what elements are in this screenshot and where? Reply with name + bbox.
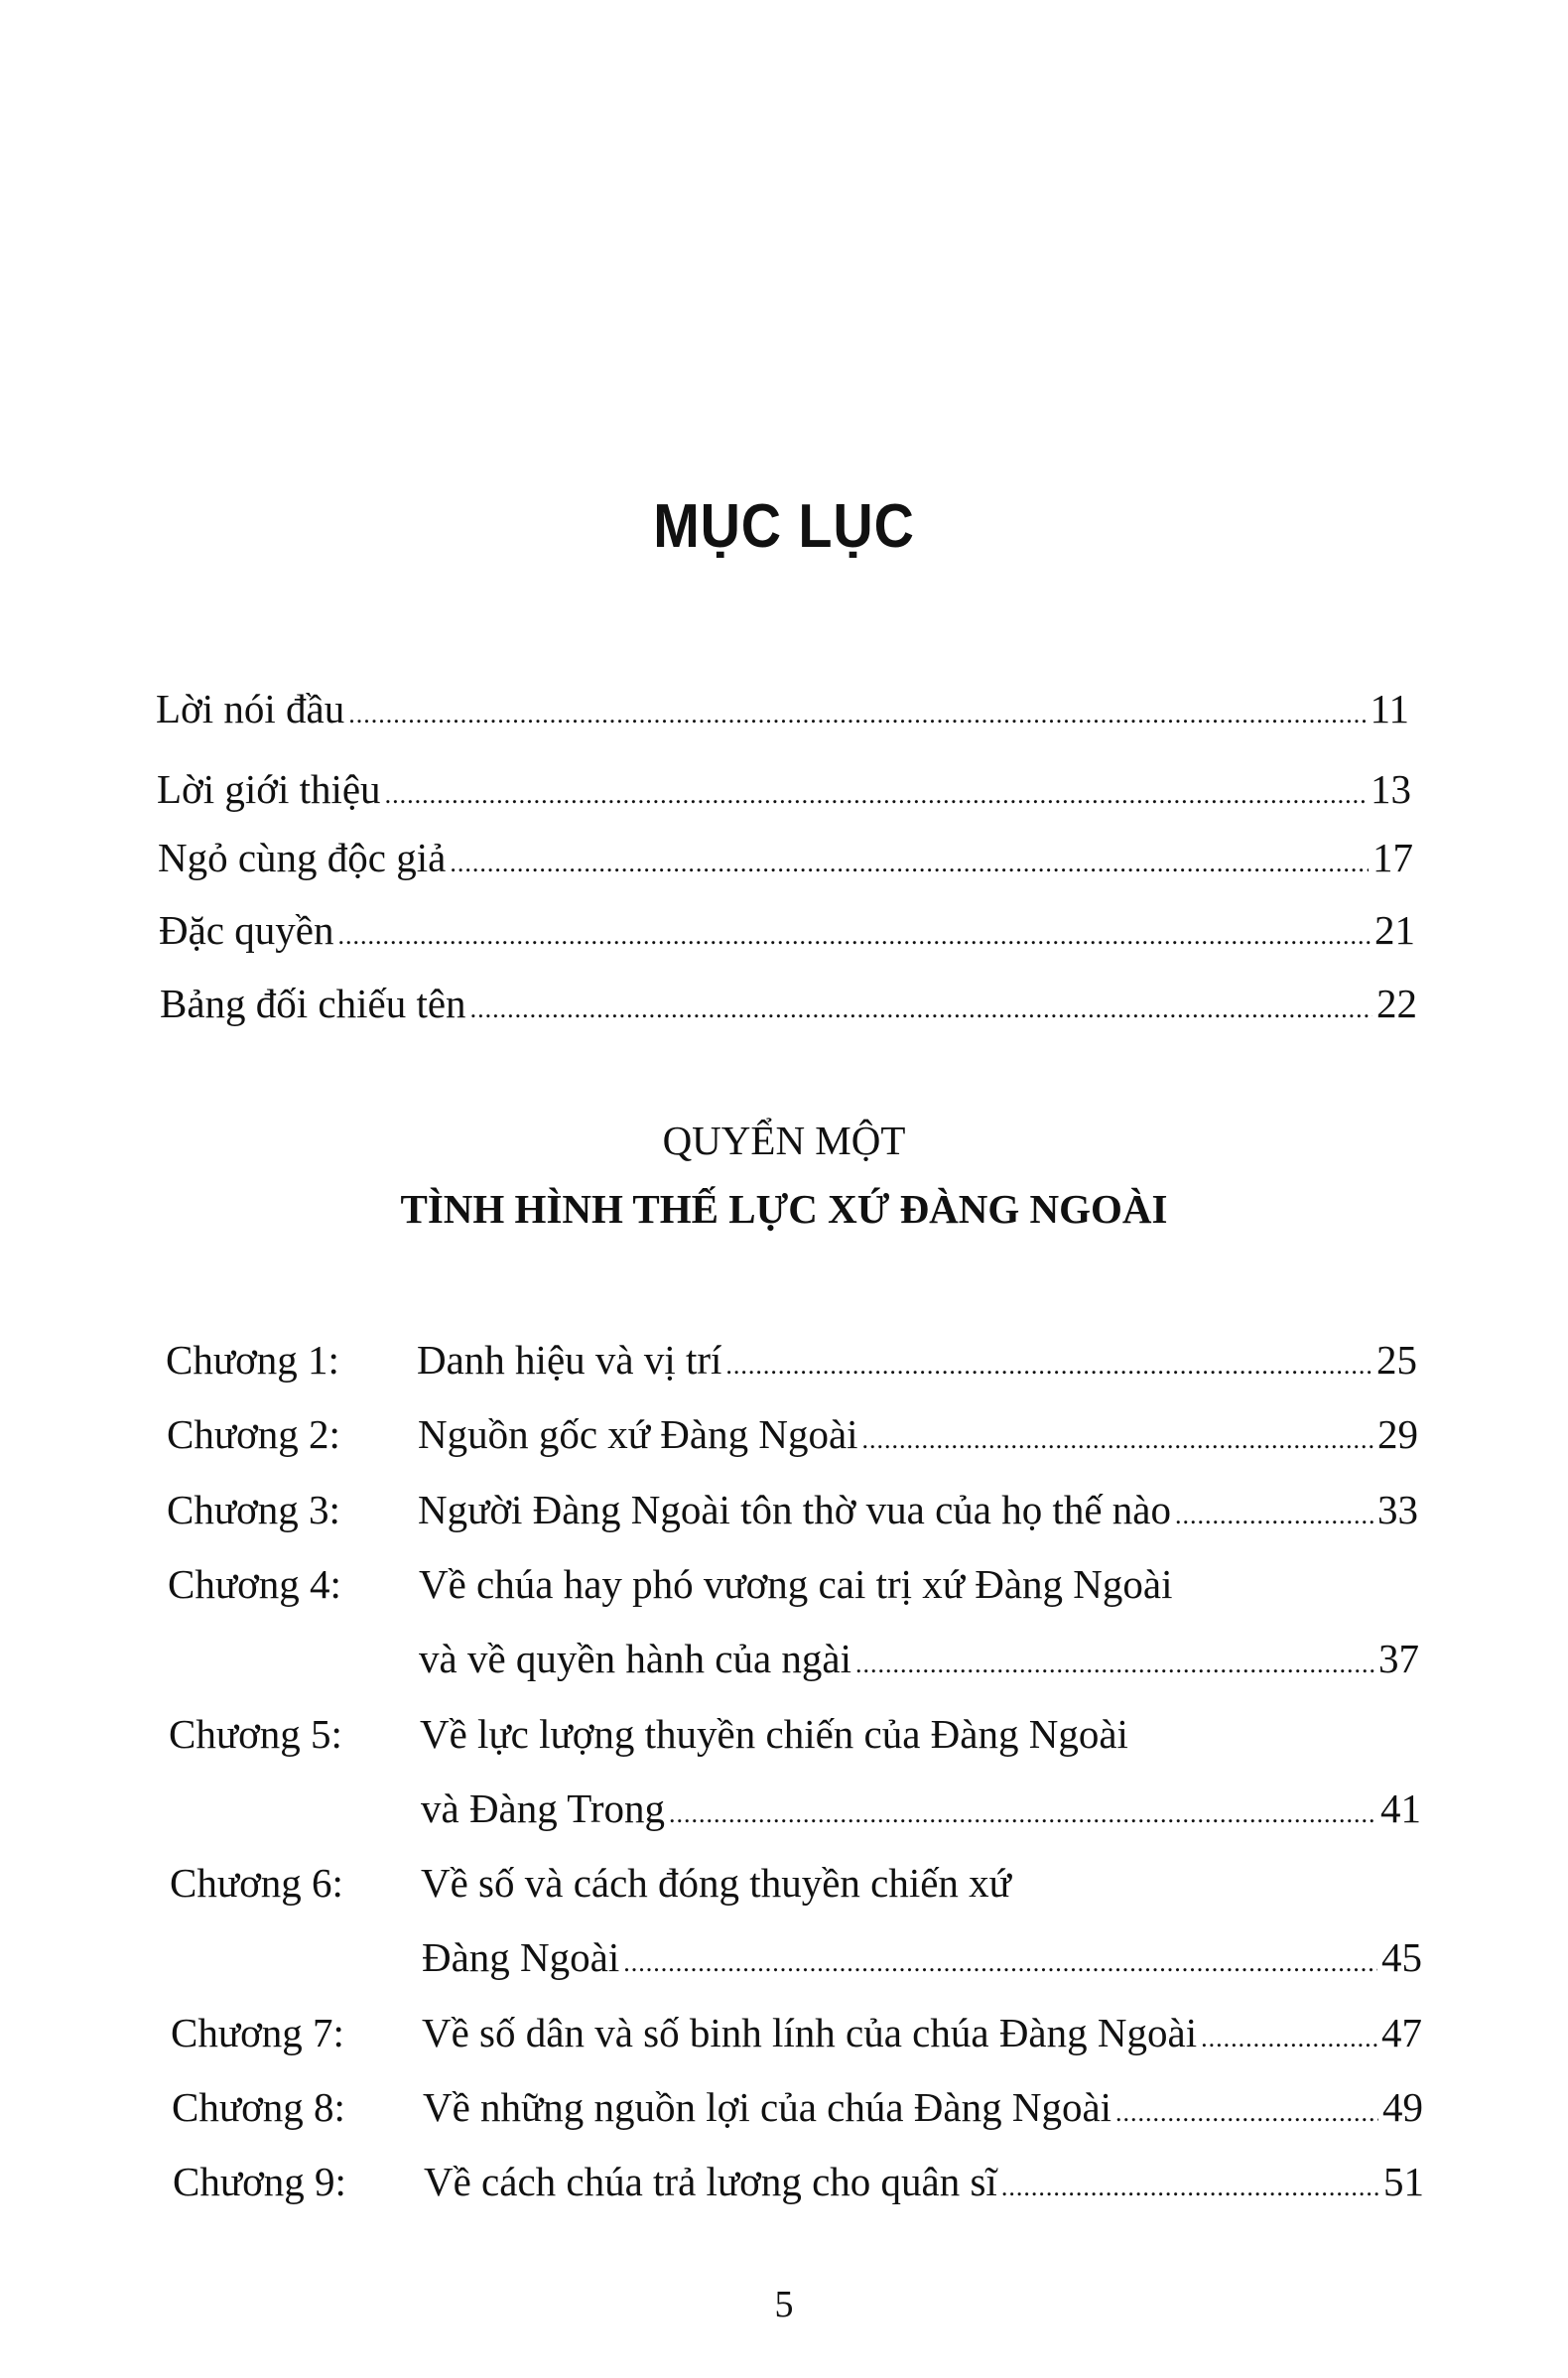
- chapter-entry: [173, 2157, 1424, 2212]
- chapter-entry: [168, 1559, 1419, 1609]
- toc-entry: [157, 764, 1411, 820]
- chapter-title: Về chúa hay phó vương cai trị xứ Đàng Ngoài: [419, 1560, 1173, 1607]
- chapter-entry: [170, 1858, 1421, 1908]
- chapter-label: Chương 3:: [167, 1486, 340, 1532]
- dot-leader: [1001, 2163, 1379, 2212]
- chapter-entry: [167, 1485, 1418, 1540]
- chapter-title: Về số dân và số binh lính của chúa Đàng Ngoài: [422, 2009, 1198, 2055]
- chapter-page: 33: [1377, 1486, 1418, 1532]
- page-number: 5: [774, 2284, 794, 2325]
- chapter-title: Về cách chúa trả lương cho quân sĩ: [424, 2159, 997, 2205]
- part-name: TÌNH HÌNH THẾ LỰC XỨ ĐÀNG NGOÀI: [400, 1186, 1168, 1232]
- chapter-title: Về những nguồn lợi của chúa Đàng Ngoài: [423, 2084, 1112, 2130]
- toc-entry: [156, 684, 1409, 739]
- chapter-entry: [171, 2008, 1422, 2063]
- toc-entry-title: Lời nói đầu: [156, 686, 345, 731]
- dot-leader: [348, 690, 1366, 739]
- dot-leader: [1201, 2014, 1377, 2063]
- toc-entry-page: 21: [1374, 907, 1415, 953]
- chapter-label: Chương 5:: [169, 1710, 342, 1757]
- dot-leader: [623, 1938, 1377, 1988]
- chapter-page: 45: [1381, 1934, 1422, 1981]
- toc-entry: [159, 905, 1415, 961]
- toc-entry-title: Bảng đối chiếu tên: [160, 981, 466, 1026]
- chapter-label: Chương 4:: [168, 1560, 341, 1607]
- toc-entry-title: Lời giới thiệu: [157, 766, 381, 812]
- chapter-title: Về lực lượng thuyền chiến của Đàng Ngoài: [420, 1710, 1128, 1757]
- chapter-label: Chương 2:: [167, 1411, 340, 1458]
- chapter-label: Chương 6:: [170, 1860, 343, 1907]
- toc-entry-page: 13: [1371, 766, 1411, 812]
- chapter-entry-continued: [422, 1932, 1422, 1988]
- chapter-entry-continued: [419, 1634, 1419, 1689]
- chapter-title: Về số và cách đóng thuyền chiến xứ: [421, 1860, 1011, 1907]
- toc-entry-page: 17: [1372, 835, 1413, 880]
- chapter-entry: [169, 1709, 1420, 1759]
- toc-entry: [158, 833, 1413, 888]
- chapter-page: 49: [1382, 2084, 1423, 2130]
- chapter-title-line2: Đàng Ngoài: [422, 1934, 620, 1981]
- dot-leader: [855, 1640, 1374, 1689]
- chapter-label: Chương 7:: [171, 2009, 344, 2055]
- chapter-entry: [167, 1409, 1418, 1465]
- dot-leader: [725, 1341, 1372, 1390]
- toc-entry-title: Ngỏ cùng độc giả: [158, 835, 447, 880]
- chapter-page: 51: [1383, 2159, 1424, 2205]
- chapter-page: 25: [1376, 1337, 1417, 1383]
- chapter-entry: [166, 1335, 1417, 1390]
- chapter-page: 47: [1381, 2009, 1422, 2055]
- chapter-entry-continued: [421, 1784, 1421, 1839]
- chapter-page: 37: [1378, 1636, 1419, 1682]
- dot-leader: [862, 1415, 1373, 1465]
- toc-entry: [160, 979, 1417, 1034]
- toc-entry-title: Đặc quyền: [159, 907, 334, 953]
- chapter-title-line2: và Đàng Trong: [421, 1784, 666, 1831]
- chapter-page: 29: [1377, 1411, 1418, 1458]
- dot-leader: [337, 911, 1371, 961]
- page-title: MỤC LỤC: [653, 492, 915, 561]
- dot-leader: [669, 1789, 1376, 1839]
- chapter-entry: [172, 2082, 1423, 2138]
- chapter-label: Chương 9:: [173, 2159, 346, 2205]
- dot-leader: [1115, 2088, 1378, 2138]
- dot-leader: [470, 985, 1372, 1034]
- part-label: QUYỂN MỘT: [662, 1118, 906, 1163]
- toc-entry-page: 22: [1376, 981, 1417, 1026]
- chapter-page: 41: [1380, 1784, 1421, 1831]
- toc-entry-page: 11: [1370, 686, 1409, 731]
- dot-leader: [385, 770, 1367, 820]
- dot-leader: [1175, 1491, 1373, 1540]
- dot-leader: [450, 839, 1369, 888]
- chapter-label: Chương 8:: [172, 2084, 345, 2130]
- chapter-title: Danh hiệu và vị trí: [417, 1337, 722, 1383]
- chapter-label: Chương 1:: [166, 1337, 339, 1383]
- chapter-title: Nguồn gốc xứ Đàng Ngoài: [418, 1411, 858, 1458]
- chapter-title-line2: và về quyền hành của ngài: [419, 1636, 852, 1682]
- chapter-title: Người Đàng Ngoài tôn thờ vua của họ thế nào: [418, 1486, 1172, 1532]
